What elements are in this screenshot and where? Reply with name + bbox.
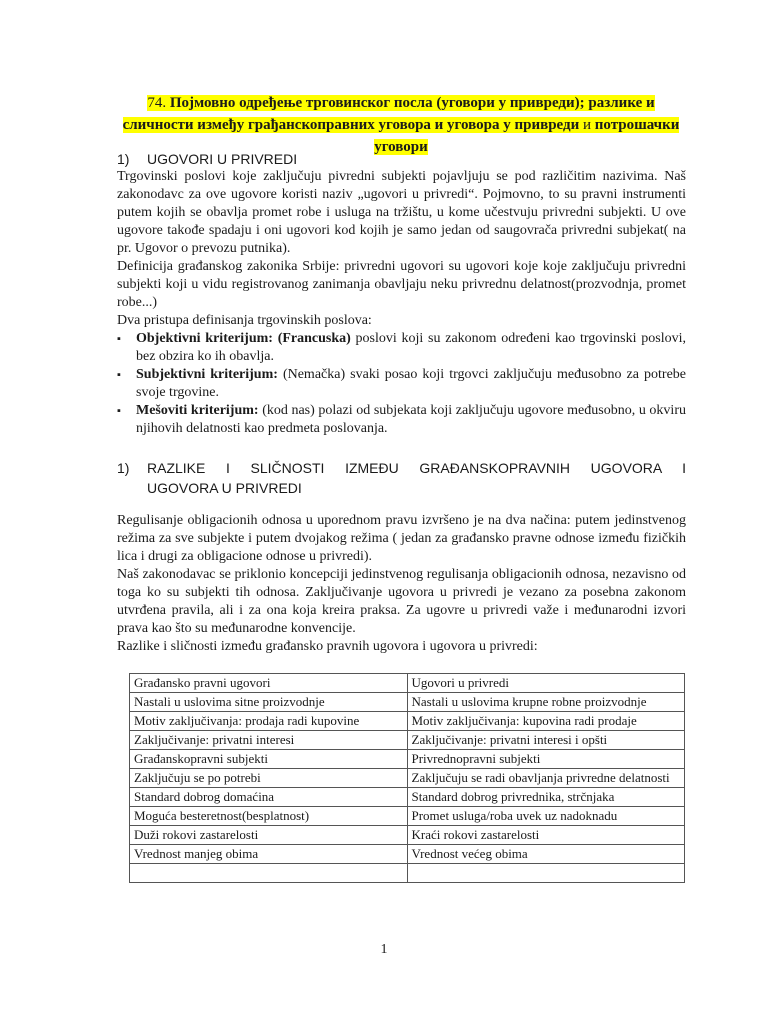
section2-paragraph-3: Razlike i sličnosti između građansko pravnih ugovora i ugovora u privredi: xyxy=(117,639,538,654)
list-item xyxy=(117,402,686,438)
list-item xyxy=(117,330,686,366)
table-cell: Motiv zaključivanja: kupovina radi prodaje xyxy=(407,712,685,731)
table-row xyxy=(130,693,685,712)
title-bold-part: Појмовно одређење трговинског посла (уговори у привреди); разлике и сличности између грађанскоправних уговора и уговора у привреди xyxy=(122,95,655,133)
table-row xyxy=(130,788,685,807)
table-cell: Moguća besteretnost(besplatnost) xyxy=(130,807,408,826)
section1-heading xyxy=(117,150,297,168)
table-cell: Motiv zaključivanja: prodaja radi kupovine xyxy=(130,712,408,731)
bullet-square-icon: ▪ xyxy=(117,369,121,381)
table-cell: Zaključivanje: privatni interesi i opšti xyxy=(407,731,685,750)
table-row xyxy=(130,750,685,769)
list-item-text: poslovi koji su zakonom određeni kao trgovinski poslovi, bez obzira ko ih obavlja. xyxy=(136,331,686,364)
section1-body xyxy=(117,168,686,438)
list-item xyxy=(117,366,686,402)
section2-number: 1) xyxy=(117,460,130,476)
list-item-bold: Mešoviti kriterijum: xyxy=(136,403,259,418)
section2-paragraph-1: Regulisanje obligacionih odnosa u uporednom pravu izvršeno je na dva načina: putem jedinstvenog režima za sve subjekte i putem dvojakog režima ( jedan za građansko pravne odnose između fizičkih lica i drugi za obligacione odnose u privredi). xyxy=(117,513,686,564)
table-cell: Kraći rokovi zastarelosti xyxy=(407,826,685,845)
section2-heading-line1: RAZLIKE I SLIČNOSTI IZMEĐU GRAĐANSKOPRAVNIH UGOVORA I xyxy=(147,460,686,476)
list-item-text: (kod nas) polazi od subjekata koji zaključuju ugovore međusobno, u okviru njihovih delatnosti kao predmeta poslovanja. xyxy=(136,403,686,436)
section1-paragraph-3: Dva pristupa definisanja trgovinskih poslova: xyxy=(117,313,372,328)
table-cell: Vrednost manjeg obima xyxy=(130,845,408,864)
table-cell: Ugovori u privredi xyxy=(407,674,685,693)
section1-number: 1) xyxy=(117,151,130,167)
comparison-table xyxy=(129,673,685,883)
title-number: 74. xyxy=(147,95,167,111)
page-title xyxy=(118,92,684,158)
list-item-bold: Subjektivni kriterijum: xyxy=(136,367,278,382)
table-cell: Nastali u uslovima krupne robne proizvodnje xyxy=(407,693,685,712)
table-row xyxy=(130,769,685,788)
section2-heading-line2: UGOVORA U PRIVREDI xyxy=(147,480,302,496)
bullet-square-icon: ▪ xyxy=(117,333,121,345)
title-plain-part: и xyxy=(579,117,595,133)
page-number: 1 xyxy=(380,942,388,957)
table-cell: Zaključuju se po potrebi xyxy=(130,769,408,788)
list-item-bold: Objektivni kriterijum: (Francuska) xyxy=(136,331,351,346)
section1-paragraph-1: Trgovinski poslovi koje zaključuju pivredni subjekti pojavljuju se pod različitim nazivima. Naš zakonodavc za ove ugovore koristi naziv „ugovori u privredi“. Pojmovno, to su pravni instrumenti putem kojih se obavlja promet robe i usluga na tržištu, u kome učestvuju privredni subjekti. U ove ugovore takođe spadaju i oni ugovori kod kojih je samo jedan od saugovrača privredni subjekat( na pr. Ugovor o prevozu putnika). xyxy=(117,169,686,256)
table-cell xyxy=(130,864,408,883)
table-cell: Zaključuju se radi obavljanja privredne delatnosti xyxy=(407,769,685,788)
table-row xyxy=(130,807,685,826)
table-cell: Standard dobrog domaćina xyxy=(130,788,408,807)
section1-paragraph-2: Definicija građanskog zakonika Srbije: privredni ugovori su ugovori koje koje zaključuju privredni subjekti koji u vidu registrovanog zanimanja obavljaju neku privrednu delatnost(prozvodnja, promet robe...) xyxy=(117,259,686,310)
section2-body xyxy=(117,512,686,656)
table-cell: Privrednopravni subjekti xyxy=(407,750,685,769)
table-row xyxy=(130,845,685,864)
table-row xyxy=(130,731,685,750)
table-cell: Vrednost većeg obima xyxy=(407,845,685,864)
section1-heading-text: UGOVORI U PRIVREDI xyxy=(147,151,298,167)
bullet-square-icon: ▪ xyxy=(117,405,121,417)
table-cell: Nastali u uslovima sitne proizvodnje xyxy=(130,693,408,712)
section2-heading xyxy=(117,458,686,498)
table-cell: Promet usluga/roba uvek uz nadoknadu xyxy=(407,807,685,826)
list-item-text: (Nemačka) svaki posao koji trgovci zaključuju međusobno za potrebe svoje trgovine. xyxy=(136,367,686,400)
table-cell: Zaključivanje: privatni interesi xyxy=(130,731,408,750)
table-row xyxy=(130,826,685,845)
table-cell: Standard dobrog privrednika, strčnjaka xyxy=(407,788,685,807)
table-cell: Građanskopravni subjekti xyxy=(130,750,408,769)
section2-paragraph-2: Naš zakonodavac se priklonio koncepciji jedinstvenog regulisanja obligacionih odnosa, nezavisno od toga ko su subjekti tih odnosa. Zaključivanje ugovora u privredi je vezano za posebna zakonom utvrđena pravila, ali i za ona koja kreira praksa. Za ugovre u privredi važe i međunarodni izvori prava kao što su međunarodne konvencije. xyxy=(117,567,686,636)
criteria-list xyxy=(117,330,686,438)
table-cell xyxy=(407,864,685,883)
table-cell: Duži rokovi zastarelosti xyxy=(130,826,408,845)
title-bold-end: потрошачки уговори xyxy=(374,117,680,155)
table-row xyxy=(130,864,685,883)
table-cell: Građansko pravni ugovori xyxy=(130,674,408,693)
table-row xyxy=(130,674,685,693)
table-row xyxy=(130,712,685,731)
